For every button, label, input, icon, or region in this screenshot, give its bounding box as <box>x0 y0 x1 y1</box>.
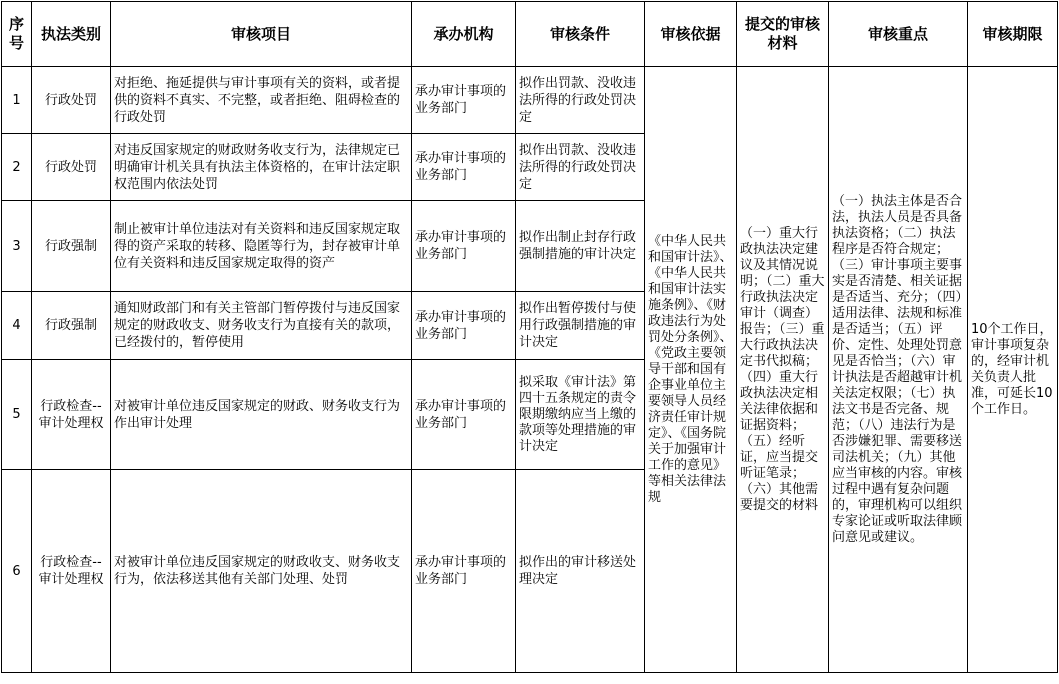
header-item: 审核项目 <box>111 2 412 67</box>
row-item: 对拒绝、拖延提供与审计事项有关的资料，或者提供的资料不真实、不完整，或者拒绝、阻碍检查的行政处罚 <box>111 67 412 134</box>
header-row <box>2 2 1058 67</box>
row-category: 行政强制 <box>32 201 111 292</box>
row-condition: 拟作出罚款、没收违法所得的行政处罚决定 <box>516 67 645 134</box>
row-org: 承办审计事项的业务部门 <box>412 201 516 292</box>
row-no: 3 <box>2 201 32 292</box>
deadline-cell: 10个工作日，审计事项复杂的，经审计机关负责人批准，可延长10个工作日。 <box>968 67 1058 673</box>
review-table <box>1 1 1058 673</box>
row-condition: 拟作出罚款、没收违法所得的行政处罚决定 <box>516 134 645 201</box>
row-condition: 拟作出制止封存行政强制措施的审计决定 <box>516 201 645 292</box>
row-org: 承办审计事项的业务部门 <box>412 470 516 673</box>
header-org: 承办机构 <box>412 2 516 67</box>
header-deadline: 审核期限 <box>968 2 1058 67</box>
row-category: 行政检查--审计处理权 <box>32 360 111 470</box>
row-no: 2 <box>2 134 32 201</box>
row-no: 1 <box>2 67 32 134</box>
row-category: 行政处罚 <box>32 67 111 134</box>
row-item: 对被审计单位违反国家规定的财政收支、财务收支行为，依法移送其他有关部门处理、处罚 <box>111 470 412 673</box>
row-item: 通知财政部门和有关主管部门暂停拨付与违反国家规定的财政收支、财务收支行为直接有关的款项，已经拨付的，暂停使用 <box>111 292 412 360</box>
header-materials: 提交的审核材料 <box>737 2 829 67</box>
row-no: 5 <box>2 360 32 470</box>
row-item: 对被审计单位违反国家规定的财政、财务收支行为作出审计处理 <box>111 360 412 470</box>
row-item: 制止被审计单位违法对有关资料和违反国家规定取得的资产采取的转移、隐匿等行为，封存被审计单位有关资料和违反国家规定取得的资产 <box>111 201 412 292</box>
row-condition: 拟采取《审计法》第四十五条规定的责令限期缴纳应当上缴的款项等处理措施的审计决定 <box>516 360 645 470</box>
row-condition: 拟作出暂停拨付与使用行政强制措施的审计决定 <box>516 292 645 360</box>
basis-cell: 《中华人民共和国审计法》、《中华人民共和国审计法实施条例》、《财政违法行为处罚处分条例》、《党政主要领导干部和国有企事业单位主要领导人员经济责任审计规定》、《国务院关于加强审计工作的意见》等相关法律法规 <box>645 67 737 673</box>
header-no: 序号 <box>2 2 32 67</box>
row-no: 4 <box>2 292 32 360</box>
focus-cell: （一）执法主体是否合法，执法人员是否具备执法资格；（二）执法程序是否符合规定；（三）审计事项主要事实是否清楚、相关证据是否适当、充分；（四）适用法律、法规和标准是否适当；（五）评价、定性、处理处罚意见是否恰当；（六）审计执法是否超越审计机关法定权限；（七）执法文书是否完备、规范；（八）违法行为是否涉嫌犯罪、需要移送司法机关；（九）其他应当审核的内容。审核过程中遇有复杂问题的，审理机构可以组织专家论证或听取法律顾问意见或建议。 <box>829 67 968 673</box>
row-category: 行政强制 <box>32 292 111 360</box>
row-org: 承办审计事项的业务部门 <box>412 292 516 360</box>
row-org: 承办审计事项的业务部门 <box>412 67 516 134</box>
header-basis: 审核依据 <box>645 2 737 67</box>
row-item: 对违反国家规定的财政财务收支行为，法律规定已明确审计机关具有执法主体资格的，在审计法定职权范围内依法处罚 <box>111 134 412 201</box>
table-row <box>2 67 1058 134</box>
row-org: 承办审计事项的业务部门 <box>412 134 516 201</box>
row-category: 行政检查--审计处理权 <box>32 470 111 673</box>
row-condition: 拟作出的审计移送处理决定 <box>516 470 645 673</box>
row-category: 行政处罚 <box>32 134 111 201</box>
row-no: 6 <box>2 470 32 673</box>
header-condition: 审核条件 <box>516 2 645 67</box>
header-focus: 审核重点 <box>829 2 968 67</box>
header-category: 执法类别 <box>32 2 111 67</box>
materials-cell: （一）重大行政执法决定建议及其情况说明；（二）重大行政执法决定审计（调查）报告；（三）重大行政执法决定书代拟稿；（四）重大行政执法决定相关法律依据和证据资料；（五）经听证，应当提交听证笔录；（六）其他需要提交的材料 <box>737 67 829 673</box>
row-org: 承办审计事项的业务部门 <box>412 360 516 470</box>
